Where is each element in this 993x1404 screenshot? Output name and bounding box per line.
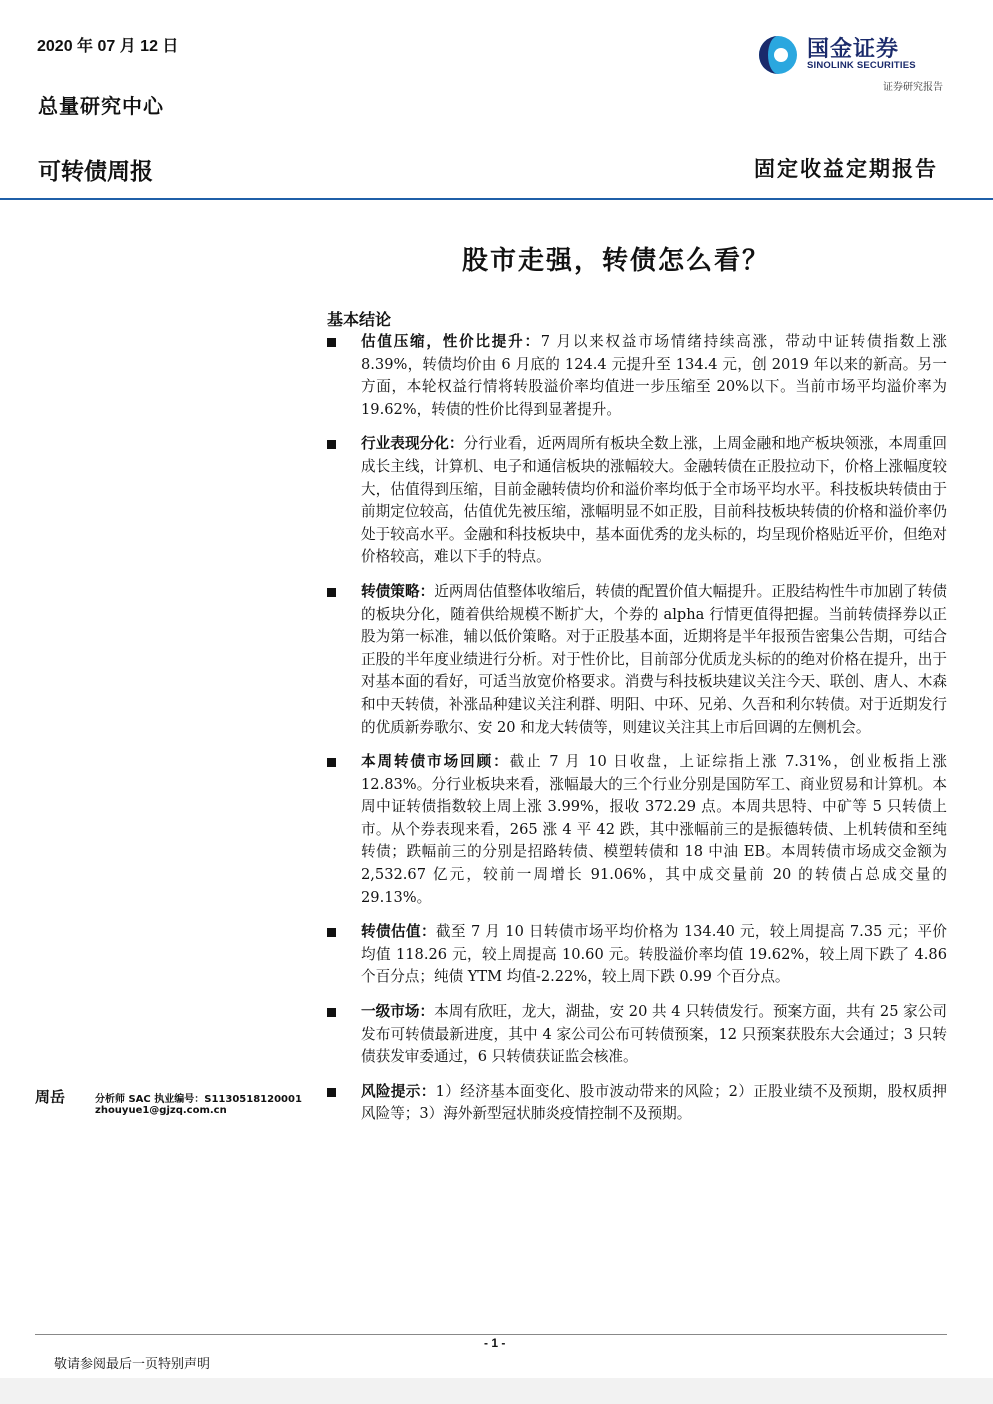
header-divider — [0, 198, 993, 200]
logo-name-en: SINOLINK SECURITIES — [807, 60, 916, 71]
report-title: 股市走强，转债怎么看？ — [462, 246, 771, 276]
conclusion-list — [327, 331, 947, 1138]
bottom-band — [0, 1378, 993, 1404]
logo-name-cn: 国金证券 — [807, 37, 900, 62]
bullet-square-icon — [327, 928, 336, 937]
bullet-lead: 行业表现分化： — [361, 435, 464, 453]
analyst-certification: 分析师 SAC 执业编号：S1130518120001 — [95, 1094, 302, 1105]
report-type: 可转债周报 — [38, 159, 153, 185]
report-category: 固定收益定期报告 — [754, 156, 938, 181]
footer-divider — [35, 1334, 947, 1335]
bullet-text: 本周有欣旺，龙大，湖盐，安 20 共 4 只转债发行。预案方面，共有 25 家公司发布可转债最新进度，其中 4 家公司公布可转债预案，12 只预案获股东大会通过；3 只转债获发审委通过，6 只转债获证监会核准。 — [361, 1003, 947, 1066]
list-item — [327, 433, 947, 569]
bullet-lead: 估值压缩，性价比提升： — [361, 333, 541, 350]
list-item — [327, 581, 947, 739]
report-date: 2020 年 07 月 12 日 — [37, 38, 179, 55]
analyst-email[interactable]: zhouyue1@gjzq.com.cn — [95, 1105, 227, 1116]
analyst-name: 周岳 — [35, 1088, 66, 1106]
bullet-text: 截止 7 月 10 日收盘，上证综指上涨 7.31%，创业板指上涨 12.83%。分行业板块来看，涨幅最大的三个行业分别是国防军工、商业贸易和计算机。本周中证转债指数较上周上涨 3.99%，报收 372.29 点。本周共思特、中矿等 5 只转债上市。从个券表现来看，265 涨 4 平 42 跌，其中涨幅前三的是振德转债、上机转债和至纯转债；跌幅前三的分别是招路转债、模塑转债和 18 中油 EB。本周转债市场成交金额为 2,532.67 亿元，较前一周增长 91.06%，其中成交量前 20 的转债占总成交量的 29.13%。 — [361, 753, 947, 906]
bullet-text: 7 月以来权益市场情绪持续高涨，带动中证转债指数上涨 8.39%，转债均价由 6 月底的 124.4 元提升至 134.4 元，创 2019 年以来的新高。另一方面，本轮权益行情将转股溢价率均值进一步压缩至 20%以下。当前市场平均溢价率为 19.62%，转债的性价比得到显著提升。 — [361, 333, 947, 418]
bullet-lead: 本周转债市场回顾： — [361, 753, 510, 771]
page-number: - 1 - — [484, 1336, 506, 1350]
bullet-square-icon — [327, 588, 336, 597]
department-name: 总量研究中心 — [38, 94, 164, 118]
bullet-square-icon — [327, 1008, 336, 1017]
list-item — [327, 331, 947, 421]
sinolink-logo-icon — [757, 34, 799, 76]
bullet-lead: 转债估值： — [361, 923, 436, 941]
section-title: 基本结论 — [327, 310, 392, 329]
bullet-lead: 转债策略： — [361, 582, 435, 600]
bullet-square-icon — [327, 1088, 336, 1097]
disclaimer-note: 敬请参阅最后一页特别声明 — [54, 1357, 211, 1372]
list-item — [327, 751, 947, 909]
list-item — [327, 1001, 947, 1069]
bullet-square-icon — [327, 440, 336, 449]
list-item — [327, 921, 947, 989]
bullet-text: 1）经济基本面变化、股市波动带来的风险；2）正股业绩不及预期，股权质押风险等；3）海外新型冠状肺炎疫情控制不及预期。 — [361, 1082, 947, 1123]
bullet-lead: 风险提示： — [361, 1082, 436, 1100]
bullet-text: 分行业看，近两周所有板块全数上涨，上周金融和地产板块领涨，本周重回成长主线，计算机、电子和通信板块的涨幅较大。金融转债在正股拉动下，价格上涨幅度较大，估值得到压缩，目前金融转债均价和溢价率均低于全市场平均水平。科技板块转债由于前期定位较高，估值优先被压缩，涨幅明显不如正股，目前科技板块转债的价格和溢价率仍处于较高水平。金融和科技板块中，基本面优秀的龙头标的，均呈现价格贴近平价，但绝对价格较高，难以下手的特点。 — [361, 435, 947, 566]
list-item — [327, 1081, 947, 1126]
logo-subtitle: 证券研究报告 — [883, 82, 943, 93]
bullet-text: 近两周估值整体收缩后，转债的配置价值大幅提升。正股结构性牛市加剧了转债的板块分化，随着供给规模不断扩大，个券的 alpha 行情更值得把握。当前转债择券以正股为第一标准，辅以低价策略。对于正股基本面，近期将是半年报预告密集公告期，可结合正股的半年度业绩进行分析。对于性价比，目前部分优质龙头标的的绝对价格在提升，出于对基本面的看好，可适当放宽价格要求。消费与科技板块建议关注今天、联创、唐人、木森和中天转债，补涨品种建议关注利群、明阳、中环、兄弟、久吾和利尔转债。对于近期发行的优质新券歌尔、安 20 和龙大转债等，则建议关注其上市后回调的左侧机会。 — [361, 582, 947, 736]
company-logo — [757, 32, 947, 98]
bullet-text: 截至 7 月 10 日转债市场平均价格为 134.40 元，较上周提高 7.35 元；平价均值 118.26 元，较上周提高 10.60 元。转股溢价率均值 19.62%，较上周下跌了 4.86 个百分点；纯债 YTM 均值-2.22%，较上周下跌 0.99 个百分点。 — [361, 923, 947, 986]
bullet-lead: 一级市场： — [361, 1003, 435, 1021]
bullet-square-icon — [327, 338, 336, 347]
bullet-square-icon — [327, 758, 336, 767]
